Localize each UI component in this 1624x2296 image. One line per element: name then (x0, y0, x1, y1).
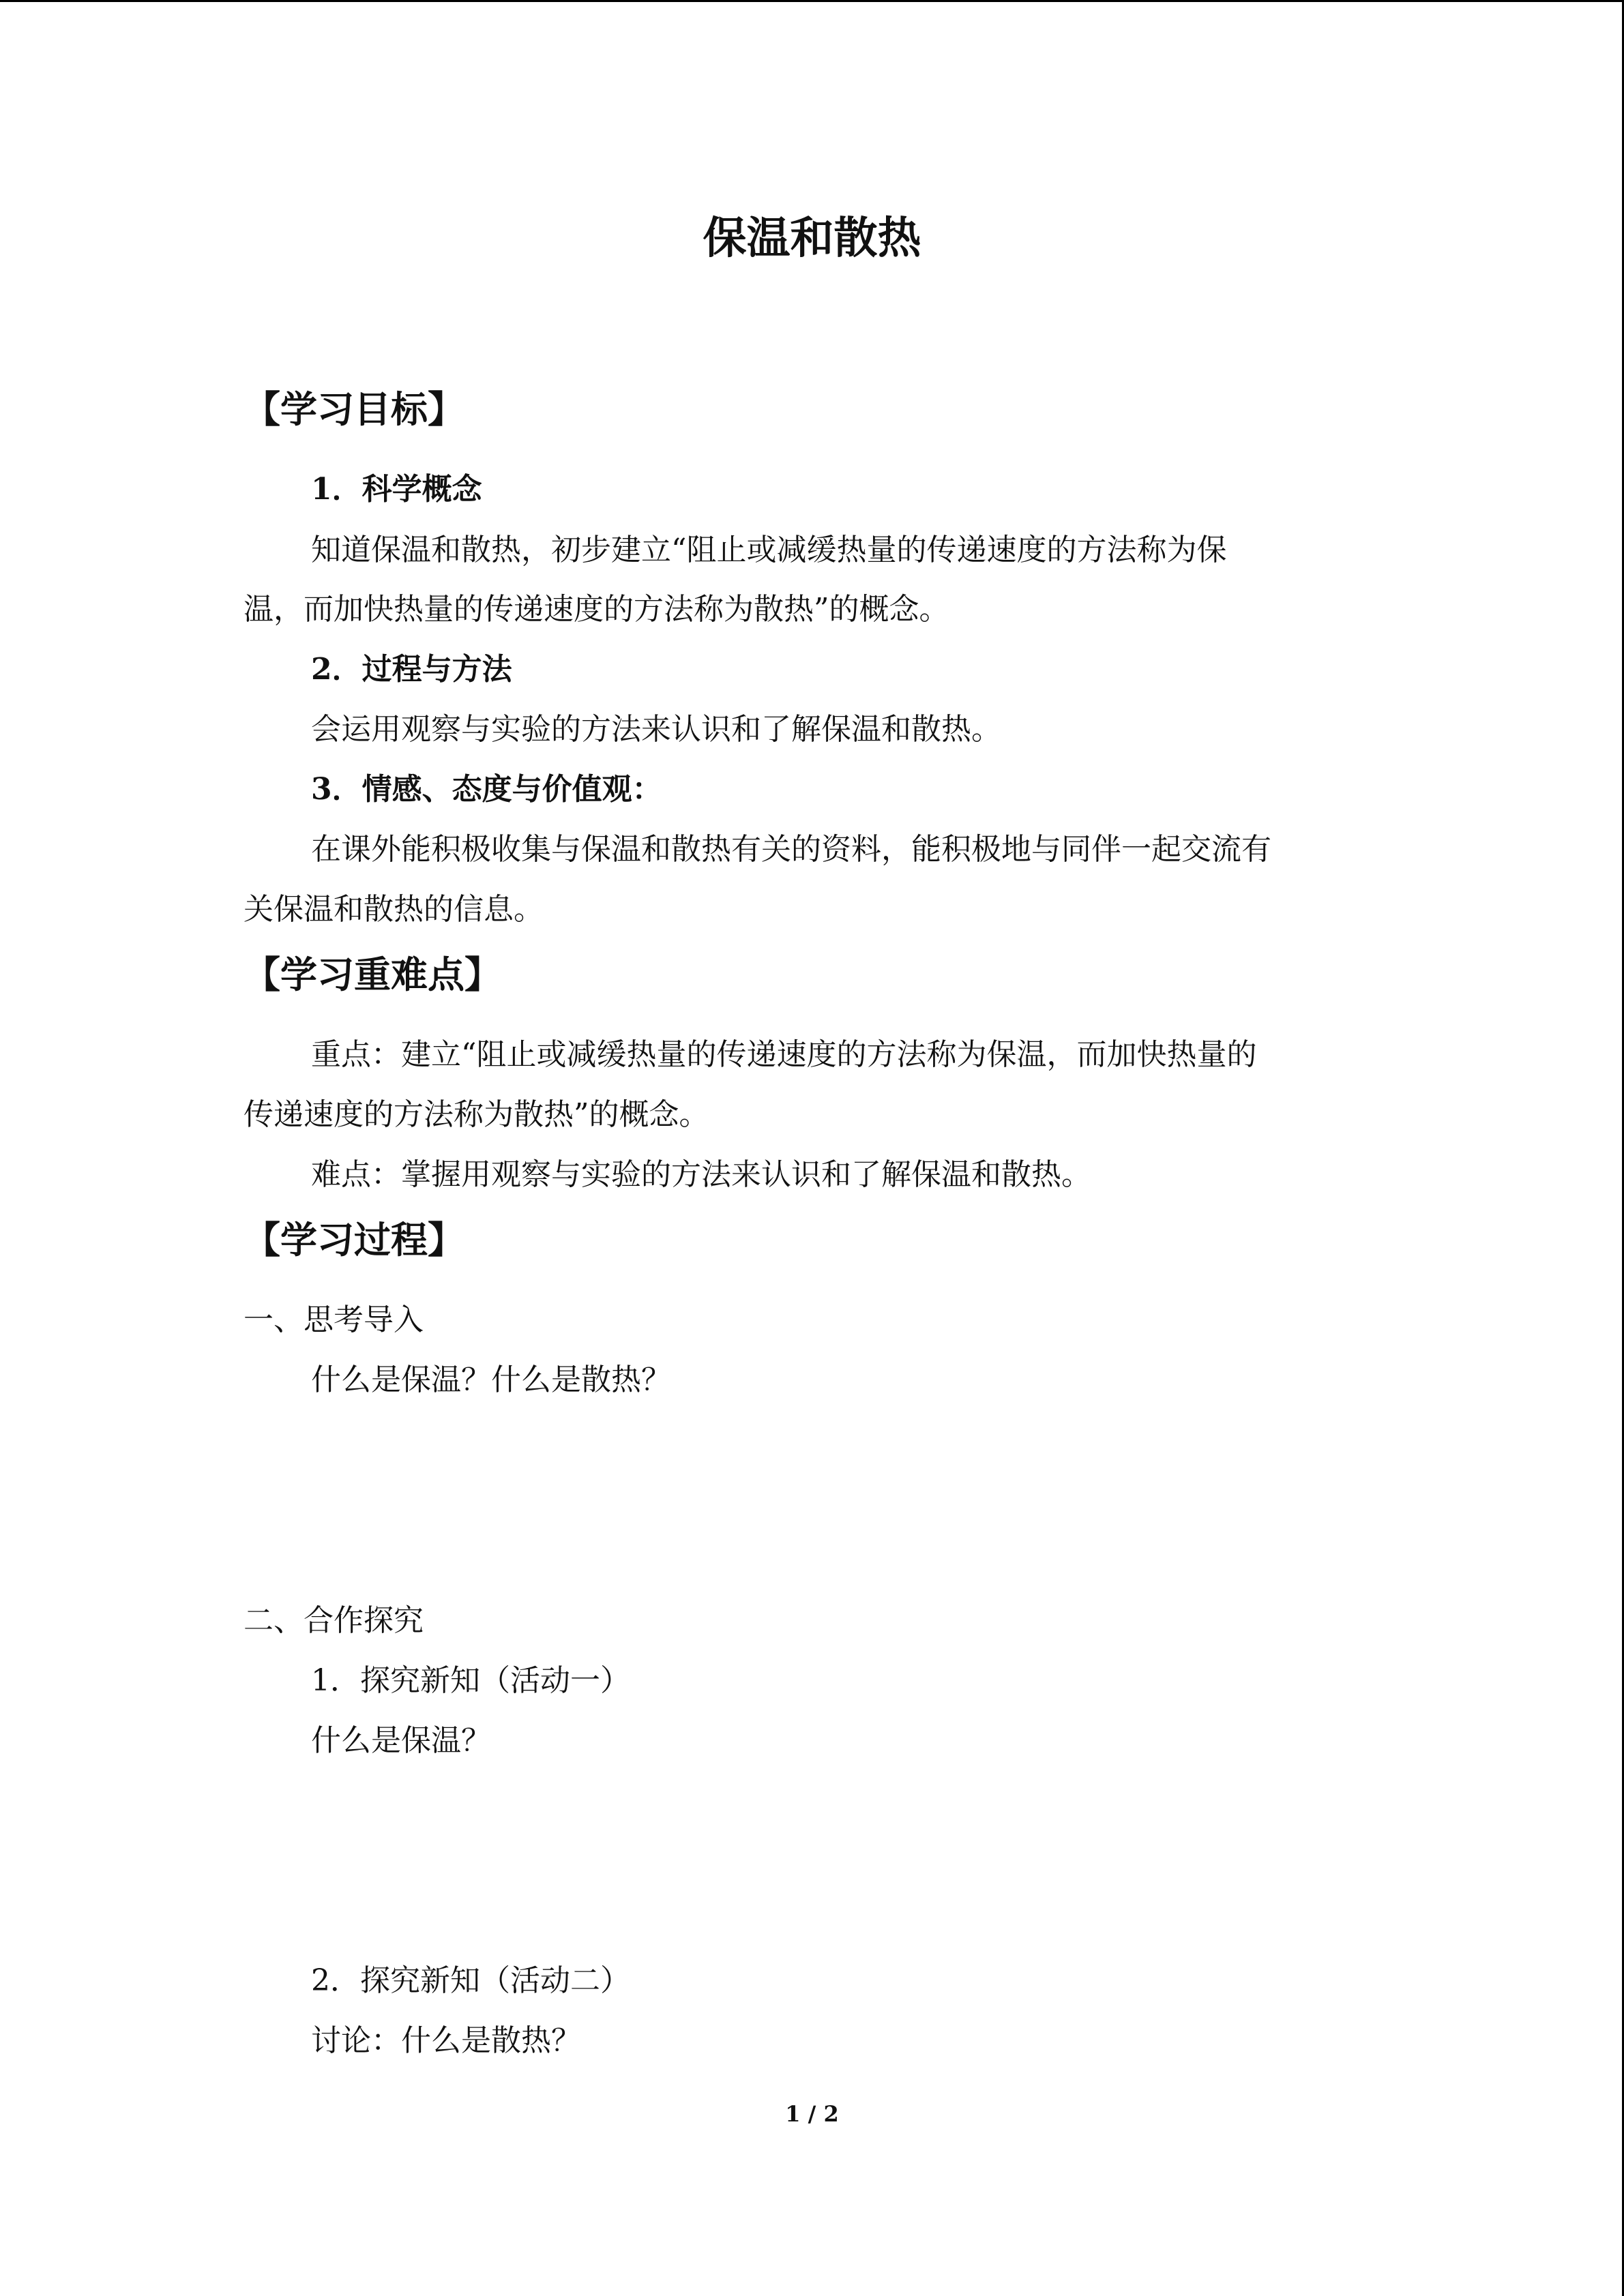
goals-heading: 【学习目标】 (243, 387, 464, 431)
concept-line-1: 知道保温和散热，初步建立“阻止或减缓热量的传递速度的方法称为保 (311, 533, 1227, 567)
focus-line-1: 重点：建立“阻止或减缓热量的传递速度的方法称为保温，而加快热量的 (311, 1037, 1257, 1072)
process-method-heading: 2．过程与方法 (311, 652, 512, 687)
key-points-heading: 【学习重难点】 (243, 953, 501, 996)
page-title: 保温和散热 (703, 213, 921, 264)
emotion-heading: 3．情感、态度与价值观： (311, 772, 662, 807)
concept-heading: 1．科学概念 (311, 472, 482, 507)
part2-heading: 二、合作探究 (243, 1603, 424, 1638)
emotion-line-1: 在课外能积极收集与保温和散热有关的资料，能积极地与同伴一起交流有 (311, 832, 1271, 867)
part1-question: 什么是保温？什么是散热？ (311, 1362, 671, 1397)
emotion-line-2: 关保温和散热的信息。 (243, 892, 544, 927)
top-border (0, 0, 1624, 2)
part1-heading: 一、思考导入 (243, 1302, 424, 1337)
activity2-heading: 2．探究新知（活动二） (311, 1963, 630, 1998)
activity1-heading: 1．探究新知（活动一） (311, 1663, 630, 1698)
page-number: 1 / 2 (785, 2101, 839, 2127)
focus-line-2: 传递速度的方法称为散热”的概念。 (243, 1097, 709, 1132)
difficulty-line: 难点：掌握用观察与实验的方法来认识和了解保温和散热。 (311, 1157, 1091, 1192)
process-method-line: 会运用观察与实验的方法来认识和了解保温和散热。 (311, 712, 1001, 747)
activity2-question: 讨论：什么是散热？ (311, 2023, 581, 2058)
concept-line-2: 温，而加快热量的传递速度的方法称为散热”的概念。 (243, 592, 949, 627)
activity1-question: 什么是保温？ (311, 1723, 491, 1758)
process-heading: 【学习过程】 (243, 1218, 464, 1262)
